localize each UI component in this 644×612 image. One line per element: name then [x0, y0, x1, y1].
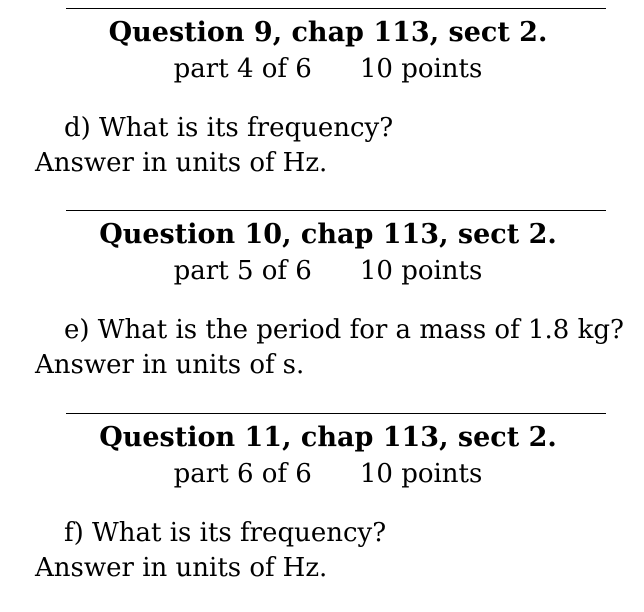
question-block-9 — [0, 0, 644, 202]
answer-unit: Hz. — [282, 148, 328, 178]
answer-unit: Hz. — [282, 553, 328, 583]
part-label: part 4 of 6 — [173, 54, 312, 84]
points-label: 10 points — [359, 256, 483, 286]
question-text: d) What is its frequency? — [64, 113, 394, 143]
separator-rule — [66, 413, 606, 414]
question-block-10 — [0, 202, 644, 404]
question-meta — [0, 457, 644, 491]
separator-rule — [66, 8, 606, 9]
answer-prefix: Answer in units of — [35, 553, 275, 583]
question-text: e) What is the period for a mass of 1.8 kg? — [64, 315, 624, 345]
question-title: Question 9, chap 113, sect 2. — [108, 17, 548, 48]
points-label: 10 points — [359, 54, 483, 84]
answer-prefix: Answer in units of — [35, 350, 275, 380]
question-meta — [0, 52, 644, 86]
part-label: part 6 of 6 — [173, 459, 312, 489]
question-meta — [0, 254, 644, 288]
answer-units — [35, 551, 327, 585]
question-text: f) What is its frequency? — [64, 518, 387, 548]
question-block-11 — [0, 405, 644, 607]
points-label: 10 points — [359, 459, 483, 489]
question-title: Question 10, chap 113, sect 2. — [99, 219, 557, 250]
answer-prefix: Answer in units of — [35, 148, 275, 178]
answer-units — [35, 348, 304, 382]
separator-rule — [66, 210, 606, 211]
question-title: Question 11, chap 113, sect 2. — [99, 422, 557, 453]
part-label: part 5 of 6 — [173, 256, 312, 286]
answer-unit: s. — [282, 350, 305, 380]
answer-units — [35, 146, 327, 180]
